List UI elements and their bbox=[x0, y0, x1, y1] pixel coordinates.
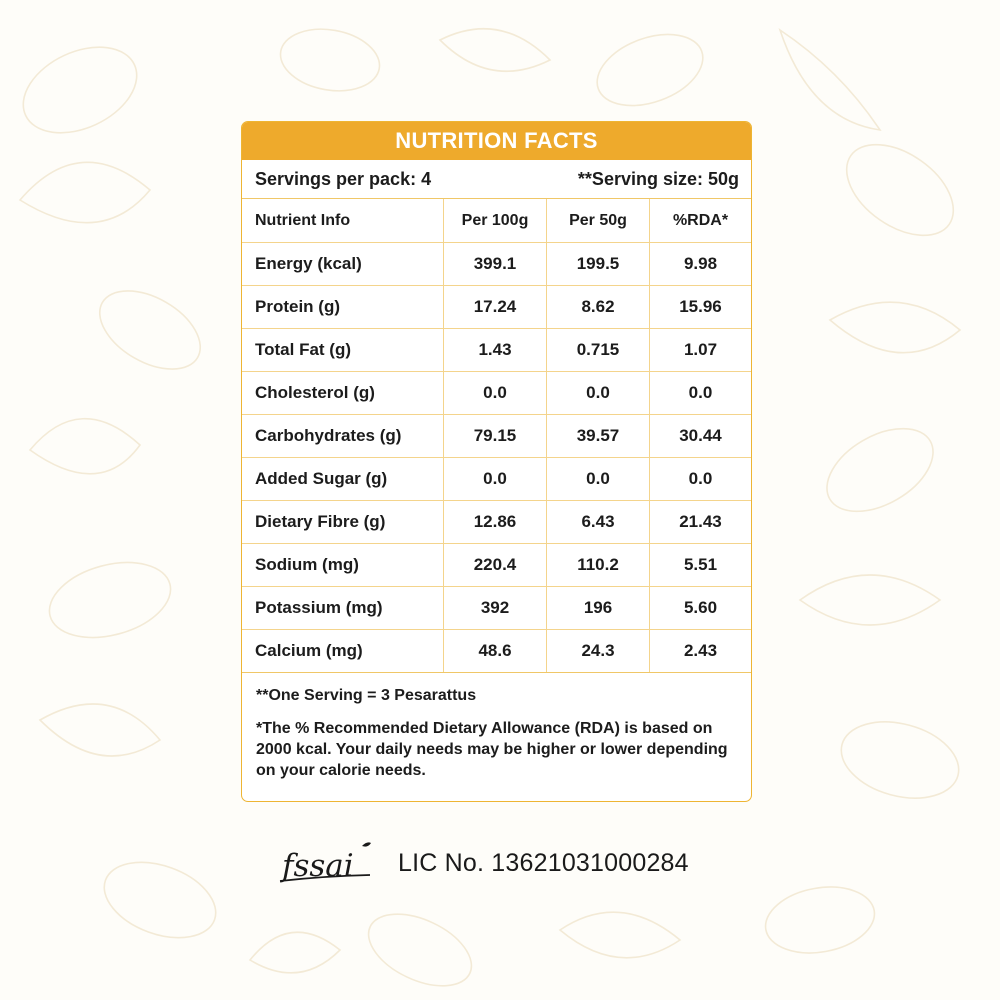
per-50g-value: 24.3 bbox=[547, 630, 650, 673]
nutrient-name: Added Sugar (g) bbox=[242, 458, 444, 501]
per-100g-value: 17.24 bbox=[444, 286, 547, 329]
per-50g-value: 39.57 bbox=[547, 415, 650, 458]
rda-value: 1.07 bbox=[650, 329, 752, 372]
serving-note: **One Serving = 3 Pesarattus bbox=[256, 687, 477, 704]
table-row bbox=[242, 501, 751, 544]
per-100g-value: 399.1 bbox=[444, 243, 547, 286]
rda-value: 15.96 bbox=[650, 286, 752, 329]
per-50g-value: 0.0 bbox=[547, 458, 650, 501]
rda-value: 5.60 bbox=[650, 587, 752, 630]
column-header: Nutrient Info bbox=[242, 199, 444, 243]
nutrient-name: Protein (g) bbox=[242, 286, 444, 329]
per-100g-value: 12.86 bbox=[444, 501, 547, 544]
column-header: Per 50g bbox=[547, 199, 650, 243]
table-header-row bbox=[242, 199, 751, 243]
per-50g-value: 0.715 bbox=[547, 329, 650, 372]
rda-value: 0.0 bbox=[650, 458, 752, 501]
per-100g-value: 48.6 bbox=[444, 630, 547, 673]
rda-note: *The % Recommended Dietary Allowance (RDA) is based on 2000 kcal. Your daily needs may be higher or lower depending on your calorie needs. bbox=[256, 720, 728, 779]
per-50g-value: 0.0 bbox=[547, 372, 650, 415]
rda-value: 0.0 bbox=[650, 372, 752, 415]
rda-value: 30.44 bbox=[650, 415, 752, 458]
table-row bbox=[242, 243, 751, 286]
nutrient-name: Energy (kcal) bbox=[242, 243, 444, 286]
nutrient-name: Potassium (mg) bbox=[242, 587, 444, 630]
nutrient-name: Carbohydrates (g) bbox=[242, 415, 444, 458]
rda-value: 9.98 bbox=[650, 243, 752, 286]
table-row bbox=[242, 372, 751, 415]
rda-value: 5.51 bbox=[650, 544, 752, 587]
table-row bbox=[242, 329, 751, 372]
fssai-logo bbox=[278, 840, 374, 886]
column-header: %RDA* bbox=[650, 199, 752, 243]
nutrition-table bbox=[242, 199, 751, 673]
table-row bbox=[242, 630, 751, 673]
table-row bbox=[242, 458, 751, 501]
column-header: Per 100g bbox=[444, 199, 547, 243]
license-footer bbox=[278, 838, 738, 888]
per-100g-value: 0.0 bbox=[444, 458, 547, 501]
per-100g-value: 392 bbox=[444, 587, 547, 630]
nutrition-title: NUTRITION FACTS bbox=[242, 122, 751, 160]
table-row bbox=[242, 544, 751, 587]
nutrient-name: Total Fat (g) bbox=[242, 329, 444, 372]
per-100g-value: 0.0 bbox=[444, 372, 547, 415]
license-number: LIC No. 13621031000284 bbox=[398, 848, 689, 877]
nutrient-name: Dietary Fibre (g) bbox=[242, 501, 444, 544]
per-100g-value: 220.4 bbox=[444, 544, 547, 587]
notes-section bbox=[242, 673, 751, 781]
nutrition-facts-panel bbox=[241, 121, 752, 802]
rda-value: 21.43 bbox=[650, 501, 752, 544]
per-50g-value: 199.5 bbox=[547, 243, 650, 286]
servings-per-pack: Servings per pack: 4 bbox=[255, 168, 432, 189]
per-50g-value: 6.43 bbox=[547, 501, 650, 544]
per-50g-value: 196 bbox=[547, 587, 650, 630]
nutrient-name: Cholesterol (g) bbox=[242, 372, 444, 415]
table-row bbox=[242, 415, 751, 458]
nutrient-name: Sodium (mg) bbox=[242, 544, 444, 587]
nutrient-name: Calcium (mg) bbox=[242, 630, 444, 673]
table-row bbox=[242, 587, 751, 630]
serving-info-row bbox=[242, 160, 751, 199]
per-100g-value: 1.43 bbox=[444, 329, 547, 372]
serving-size: **Serving size: 50g bbox=[577, 168, 739, 189]
fssai-logo-text: fssai bbox=[282, 848, 354, 884]
per-50g-value: 110.2 bbox=[547, 544, 650, 587]
per-100g-value: 79.15 bbox=[444, 415, 547, 458]
table-row bbox=[242, 286, 751, 329]
rda-value: 2.43 bbox=[650, 630, 752, 673]
per-50g-value: 8.62 bbox=[547, 286, 650, 329]
